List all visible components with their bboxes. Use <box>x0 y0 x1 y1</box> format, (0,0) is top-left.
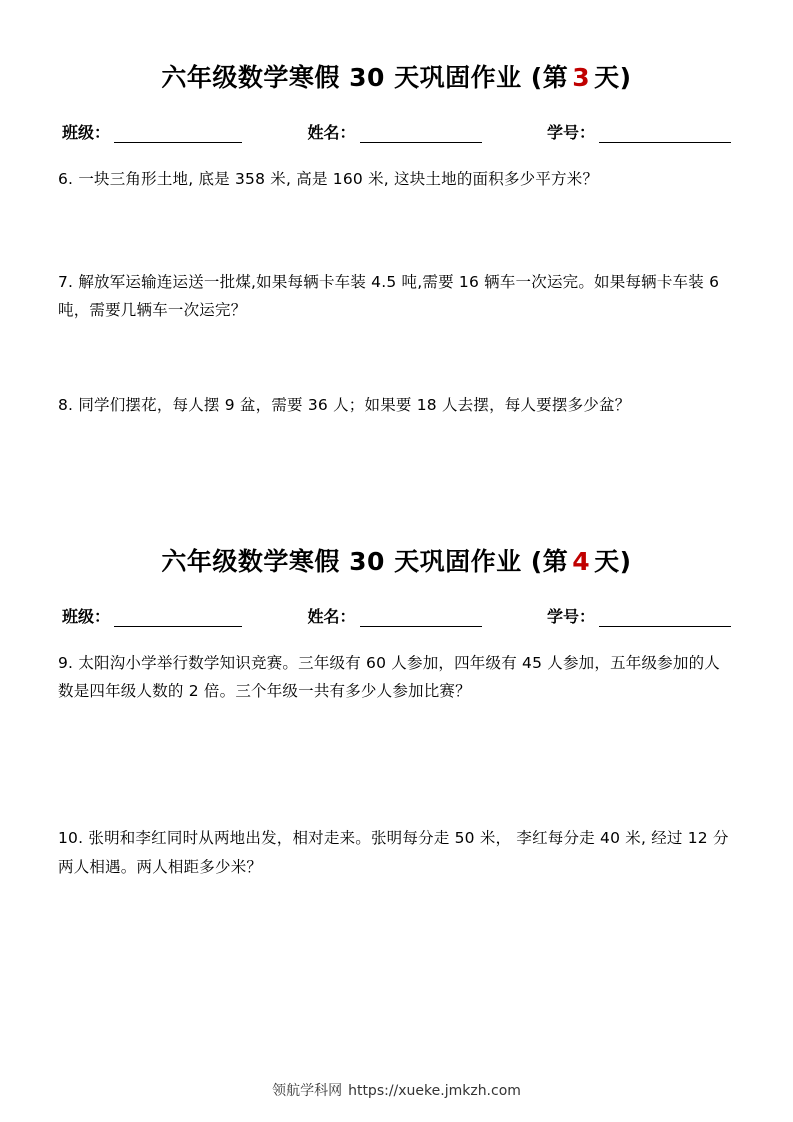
question-item: 10. 张明和李红同时从两地出发，相对走来。张明每分走 50 米， 李红每分走 40 米, 经过 12 分两人相遇。两人相距多少米？ <box>58 829 729 876</box>
answer-space <box>56 706 737 824</box>
name-label: 姓名： <box>307 606 356 626</box>
student-info-row-day-3 <box>62 120 731 143</box>
name-label: 姓名： <box>307 123 356 142</box>
site-name: 领航学科网 <box>272 1083 343 1099</box>
section-title-suffix: 天) <box>594 546 632 576</box>
student-number-input-line[interactable] <box>599 611 731 627</box>
class-input-line[interactable] <box>114 611 242 627</box>
section-title-suffix: 天) <box>594 63 632 92</box>
answer-space <box>56 194 737 268</box>
answer-space <box>56 325 737 391</box>
name-input-line[interactable] <box>360 127 482 143</box>
section-day-number: 3 <box>572 63 591 92</box>
section-title-day-3 <box>56 58 737 94</box>
class-input-line[interactable] <box>114 127 242 143</box>
class-field <box>62 120 242 143</box>
question-item: 9. 太阳沟小学举行数学知识竞赛。三年级有 60 人参加，四年级有 45 人参加，五年级参加的人数是四年级人数的 2 倍。三个年级一共有多少人参加比赛？ <box>58 653 720 701</box>
section-title-day-4 <box>56 542 737 578</box>
class-label: 班级： <box>62 606 111 626</box>
section-day-number: 4 <box>572 546 591 576</box>
name-field <box>307 120 481 143</box>
class-field <box>62 604 242 627</box>
student-number-label: 学号： <box>546 123 595 142</box>
student-number-input-line[interactable] <box>599 127 731 143</box>
worksheet-section-day-4 <box>56 542 737 882</box>
student-number-field <box>547 604 731 627</box>
student-info-row-day-4 <box>62 604 731 627</box>
section-title-prefix: 六年级数学寒假 30 天巩固作业 (第 <box>161 63 569 92</box>
name-field <box>307 604 481 627</box>
student-number-field <box>547 120 731 143</box>
student-number-label: 学号： <box>546 606 595 626</box>
class-label: 班级： <box>62 123 111 142</box>
answer-space <box>56 420 737 532</box>
footer-watermark <box>0 1080 793 1100</box>
worksheet-section-day-3 <box>56 58 737 532</box>
question-item: 7. 解放军运输连运送一批煤,如果每辆卡车装 4.5 吨,需要 16 辆车一次运完。如果每辆卡车装 6 吨，需要几辆车一次运完？ <box>58 272 720 320</box>
name-input-line[interactable] <box>360 611 482 627</box>
question-item: 6. 一块三角形土地, 底是 358 米, 高是 160 米, 这块土地的面积多少平方米？ <box>58 170 599 188</box>
site-url: https://xueke.jmkzh.com <box>348 1083 521 1099</box>
section-title-prefix: 六年级数学寒假 30 天巩固作业 (第 <box>161 546 569 576</box>
question-item: 8. 同学们摆花，每人摆 9 盆，需要 36 人；如果要 18 人去摆，每人要摆多少盆？ <box>58 396 631 415</box>
